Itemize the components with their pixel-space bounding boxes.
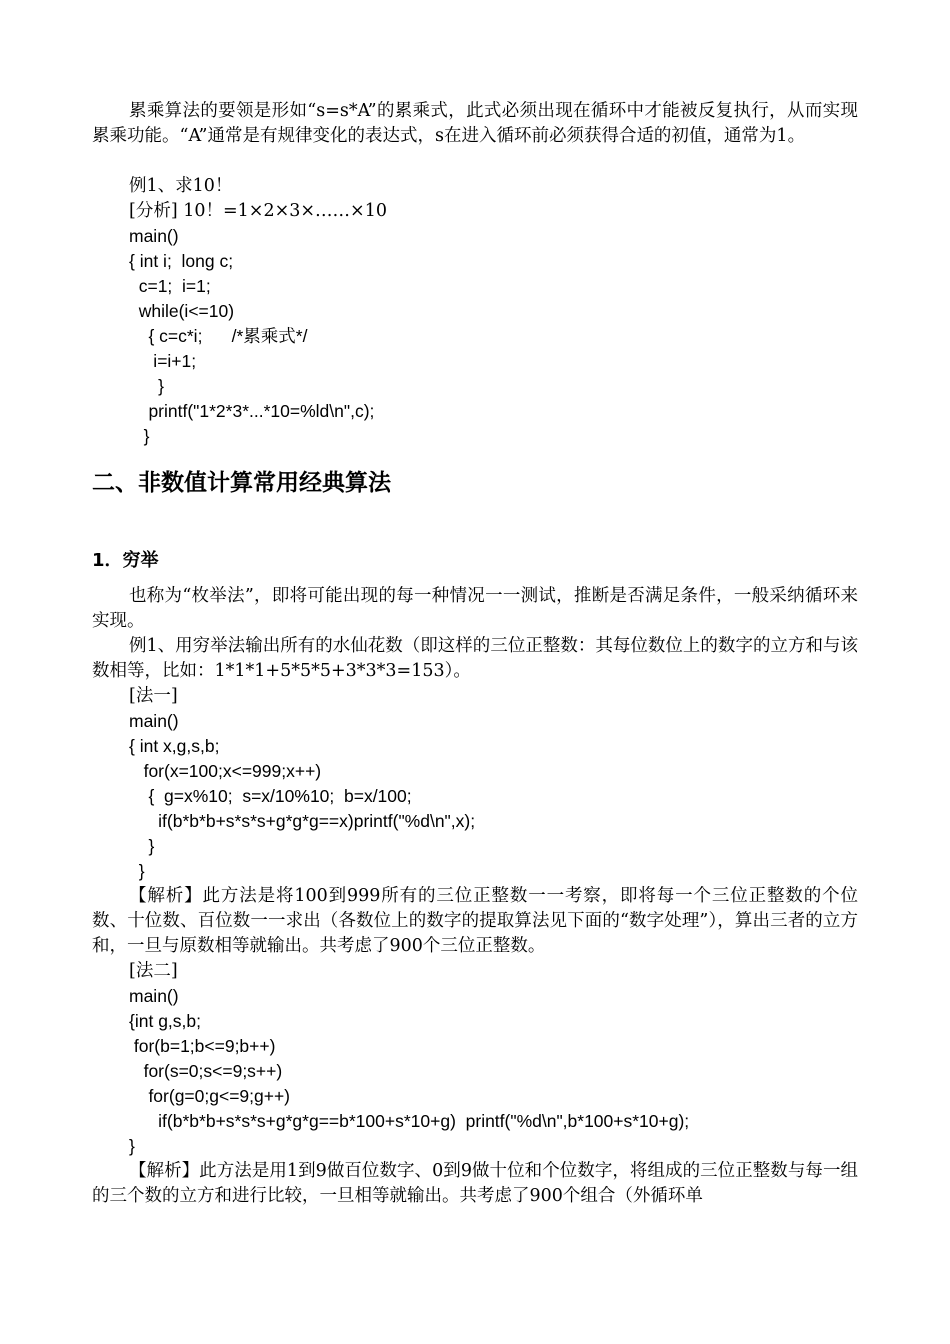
code-line: while(i<=10) (129, 301, 235, 321)
example-1-title: 例1、求10！ (129, 176, 233, 196)
method-1-label: [法一] (129, 686, 178, 706)
code-line: for(b=1;b<=9;b++) (129, 1036, 276, 1056)
code-line: } (129, 861, 145, 881)
exhaustive-intro-paragraph: 也称为“枚举法”，即将可能出现的每一种情况一一测试，推断是否满足条件，一般采纳循环来实现。 (92, 586, 858, 631)
code-line: } (129, 376, 165, 396)
method-2-explanation: 【解析】此方法是用1到9做百位数字、0到9做十位和个位数字，将组成的三位正整数与每一组的三个数的立方和进行比较，一旦相等就输出。共考虑了900个组合（外循环单 (92, 1161, 858, 1206)
code-line: main() (129, 986, 179, 1006)
code-line: c=1; i=1; (129, 276, 211, 296)
subsection-heading: 1．穷举 (92, 550, 159, 571)
code-line: } (129, 836, 155, 856)
example-narcissistic-paragraph: 例1、用穷举法输出所有的水仙花数（即这样的三位正整数：其每位数位上的数字的立方和与该数相等，比如：1*1*1+5*5*5+3*3*3=153）。 (92, 636, 858, 681)
code-line: for(g=0;g<=9;g++) (129, 1086, 291, 1106)
code-line: { c=c*i; /*累乘式*/ (129, 326, 308, 346)
code-line: { int i; long c; (129, 251, 234, 271)
code-line: if(b*b*b+s*s*s+g*g*g==b*100+s*10+g) printf("%d\n",b*100+s*10+g); (129, 1111, 690, 1131)
intro-paragraph: 累乘算法的要领是形如“s=s*A”的累乘式，此式必须出现在循环中才能被反复执行，从而实现累乘功能。“A”通常是有规律变化的表达式，s在进入循环前必须获得合适的初值，通常为1。 (92, 101, 858, 146)
code-line: {int g,s,b; (129, 1011, 201, 1031)
code-line: main() (129, 226, 179, 246)
code-line: { g=x%10; s=x/10%10; b=x/100; (129, 786, 412, 806)
code-line: for(x=100;x<=999;x++) (129, 761, 322, 781)
code-line: i=i+1; (129, 351, 197, 371)
section-heading: 二、非数值计算常用经典算法 (92, 470, 391, 496)
code-line: } (129, 426, 150, 446)
code-line: if(b*b*b+s*s*s+g*g*g==x)printf("%d\n",x); (129, 811, 476, 831)
method-2-label: [法二] (129, 961, 178, 981)
code-line: printf("1*2*3*...*10=%ld\n",c); (129, 401, 375, 421)
method-1-explanation: 【解析】此方法是将100到999所有的三位正整数一一考察，即将每一个三位正整数的个位数、十位数、百位数一一求出（各数位上的数字的提取算法见下面的“数字处理”），算出三者的立方和，一旦与原数相等就输出。共考虑了900个三位正整数。 (92, 886, 858, 956)
analysis-line: [分析] 10！=1×2×3×……×10 (129, 201, 387, 221)
code-line: main() (129, 711, 179, 731)
code-line: } (129, 1136, 135, 1156)
code-line: for(s=0;s<=9;s++) (129, 1061, 283, 1081)
code-line: { int x,g,s,b; (129, 736, 220, 756)
